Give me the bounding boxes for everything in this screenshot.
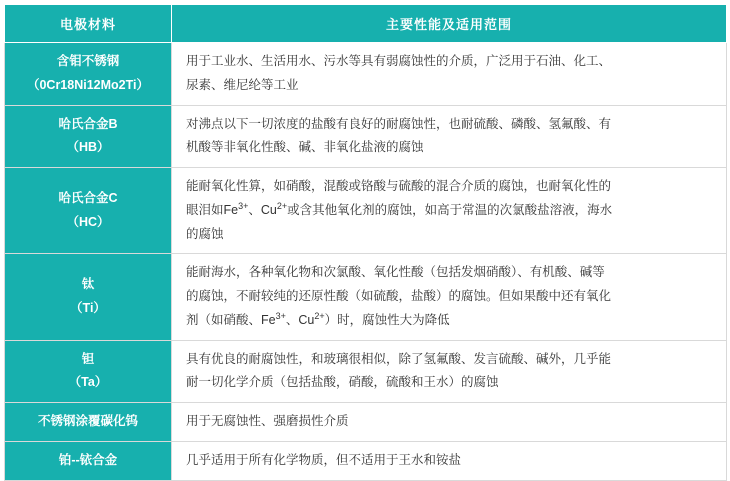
description-cell <box>172 254 727 340</box>
material-name: 钛 <box>81 277 95 292</box>
material-code: （HB） <box>66 140 110 155</box>
description-line <box>186 199 714 223</box>
material-cell <box>5 403 172 442</box>
superscript-charge: 3+ <box>238 200 249 211</box>
table-row <box>5 441 727 480</box>
description-cell <box>172 43 727 106</box>
description-line: 几乎适用于所有化学物质，但不适用于王水和铵盐 <box>186 452 462 467</box>
description-text: ）时，腐蚀性大为降低 <box>324 312 450 327</box>
description-line: 耐一切化学介质（包括盐酸，硝酸，硫酸和王水）的腐蚀 <box>186 375 499 390</box>
description-line: 能耐氧化性算，如硝酸，混酸或铬酸与硫酸的混合介质的腐蚀，也耐氧化性的 <box>186 179 612 193</box>
description-cell <box>172 168 727 254</box>
table-row <box>5 403 727 442</box>
material-name: 不锈钢涂覆碳化钨 <box>37 414 138 428</box>
material-cell <box>5 441 172 480</box>
table-row <box>5 43 727 106</box>
description-cell <box>172 340 727 403</box>
table-row <box>5 168 727 254</box>
material-name: 钽 <box>81 351 95 366</box>
column-header-electrode-material: 电极材料 <box>5 5 172 43</box>
description-line: 尿素、维尼纶等工业 <box>186 77 299 92</box>
description-line <box>186 309 714 333</box>
description-line: 能耐海水，各种氧化物和次氯酸、氧化性酸（包括发烟硝酸）、有机酸、碱等 <box>186 265 605 280</box>
table-row <box>5 105 727 168</box>
table-header-row <box>5 5 727 43</box>
description-line: 机酸等非氧化性酸、碱、非氧化盐液的腐蚀 <box>186 140 424 155</box>
description-line: 具有优良的耐腐蚀性，和玻璃很相似，除了氢氟酸、发言硫酸、碱外，几乎能 <box>186 351 612 366</box>
material-code: （HC） <box>66 214 110 229</box>
material-name: 哈氏合金C <box>58 190 118 205</box>
table-body <box>5 43 727 481</box>
superscript-charge: 2+ <box>314 310 325 321</box>
table-row <box>5 340 727 403</box>
material-code: （0Cr18Ni12Mo2Ti） <box>26 77 150 92</box>
table-header <box>5 5 727 43</box>
description-text: 眼泪如Fe <box>186 202 239 217</box>
material-cell <box>5 43 172 106</box>
superscript-charge: 3+ <box>275 310 286 321</box>
material-name: 铂--铱合金 <box>58 452 118 467</box>
material-cell <box>5 168 172 254</box>
material-code: （Ta） <box>68 375 108 390</box>
material-cell <box>5 105 172 168</box>
material-cell <box>5 254 172 340</box>
description-line: 的腐蚀 <box>186 226 224 241</box>
description-line: 的腐蚀，不耐较纯的还原性酸（如硫酸，盐酸）的腐蚀。但如果酸中还有氧化 <box>186 289 612 303</box>
material-name: 哈氏合金B <box>58 116 118 131</box>
description-text: 、Cu <box>285 312 315 327</box>
table-row <box>5 254 727 340</box>
description-text: 剂（如硝酸、Fe <box>186 312 276 327</box>
description-text: 或含其他氧化剂的腐蚀，如高于常温的次氯酸盐溶液，海水 <box>287 202 613 217</box>
description-line: 用于无腐蚀性、强磨损性介质 <box>186 414 349 428</box>
electrode-material-table <box>4 4 727 481</box>
description-cell <box>172 441 727 480</box>
description-cell <box>172 105 727 168</box>
description-text: 、Cu <box>248 202 277 217</box>
description-line: 用于工业水、生活用水、污水等具有弱腐蚀性的介质，广泛用于石油、化工、 <box>186 54 612 68</box>
description-cell <box>172 403 727 442</box>
description-line: 对沸点以下一切浓度的盐酸有良好的耐腐蚀性，也耐硫酸、磷酸、氢氟酸、有 <box>186 116 612 131</box>
column-header-properties-and-scope: 主要性能及适用范围 <box>172 5 727 43</box>
superscript-charge: 2+ <box>276 200 288 211</box>
material-cell <box>5 340 172 403</box>
material-name: 含钼不锈钢 <box>56 54 120 68</box>
material-code: （Ti） <box>70 300 106 315</box>
